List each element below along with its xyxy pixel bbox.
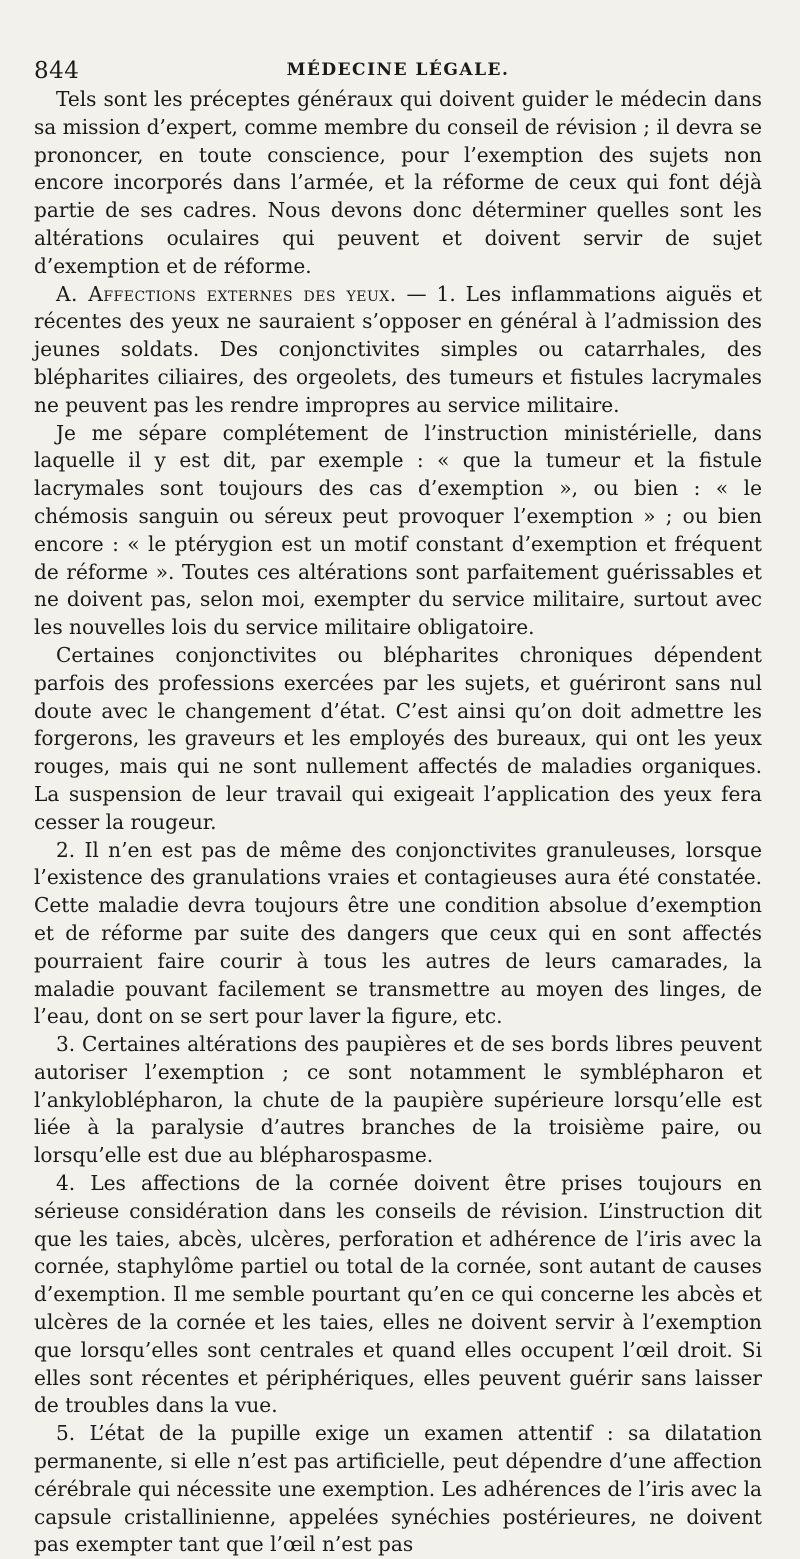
page-header <box>34 50 762 90</box>
paragraph: 5. L’état de la pupille exige un examen attentif : sa dilatation permanente, si elle n’est pas artificielle, peut dépendre d’une affection cérébrale qui nécessite une exemption. Les adhérences de l’iris avec la capsule cristallinienne, appelées synéchies postérieures, ne doivent pas exempter tant que l’œil n’est pas <box>34 1421 762 1557</box>
paragraph-text: — 1. Les inflammations aiguës et récentes des yeux ne sauraient s’opposer en général à l’admission des jeunes soldats. Des conjonctivites simples ou catarrhales, des blépharites ciliaires, des orgeolets, des tumeurs et fistules lacrymales ne peuvent pas les rendre impropres au service militaire. <box>34 281 762 417</box>
paragraph: 2. Il n’en est pas de même des conjonctivites granuleuses, lorsque l’existence des granulations vraies et contagieuses aura été constatée. Cette maladie devra toujours être une condition absolue d’exemption et de réforme par suite des dangers que ceux qui en sont affectés pourraient faire courir à tous les autres de leurs camarades, la maladie pouvant facilement se transmettre au moyen des linges, de l’eau, dont on se sert pour laver la figure, etc. <box>34 837 762 1029</box>
body-text <box>34 86 762 1559</box>
paragraph: Je me sépare complétement de l’instruction ministérielle, dans laquelle il y est dit, par exemple : « que la tumeur et la fistule lacrymales sont toujours des cas d’exemption », ou bien : « le chémosis sanguin ou séreux peut provoquer l’exemption » ; ou bien encore : « le ptérygion est un motif constant d’exemption et fréquent de réforme ». Toutes ces altérations sont parfaitement guérissables et ne doivent pas, selon moi, exempter du service militaire, surtout avec les nouvelles lois du service militaire obligatoire. <box>34 420 762 640</box>
section-heading: A. Affections externes des yeux. <box>56 281 397 306</box>
paragraph: 3. Certaines altérations des paupières et de ses bords libres peuvent autoriser l’exemption ; ce sont notamment le symblépharon et l’ankyloblépharon, la chute de la paupière supérieure lorsqu’elle est liée à la paralysie d’autres branches de la troisième paire, ou lorsqu’elle est due au blépharospasme. <box>34 1032 762 1168</box>
paragraph: Tels sont les préceptes généraux qui doivent guider le médecin dans sa mission d’expert, comme membre du conseil de révision ; il devra se prononcer, en toute conscience, pour l’exemption des sujets non encore incorporés dans l’armée, et la réforme de ceux qui font déjà partie de ses cadres. Nous devons donc déterminer quelles sont les altérations oculaires qui peuvent et doivent servir de sujet d’exemption et de réforme. <box>34 87 762 278</box>
running-title: MÉDECINE LÉGALE. <box>286 60 510 80</box>
paragraph: 4. Les affections de la cornée doivent être prises toujours en sérieuse considération dans les conseils de révision. L’instruction dit que les taies, abcès, ulcères, perforation et adhérence de l’iris avec la cornée, staphylôme partiel ou total de la cornée, sont autant de causes d’exemption. Il me semble pourtant qu’en ce qui concerne les abcès et ulcères de la cornée et les taies, elles ne doivent servir à l’exemption que lorsqu’elles sont centrales et quand elles occupent l’œil droit. Si elles sont récentes et périphériques, elles peuvent guérir sans laisser de troubles dans la vue. <box>34 1171 762 1418</box>
page-number: 844 <box>34 58 80 84</box>
paragraph-section-a <box>34 281 762 420</box>
paragraph: Certaines conjonctivites ou blépharites chroniques dépendent parfois des professions exercées par les sujets, et guériront sans nul doute avec le changement d’état. C’est ainsi qu’on doit admettre les forgerons, les graveurs et les employés des bureaux, qui ont les yeux rouges, mais qui ne sont nullement affectés de maladies organiques. La suspension de leur travail qui exigeait l’application des yeux fera cesser la rougeur. <box>34 642 762 834</box>
